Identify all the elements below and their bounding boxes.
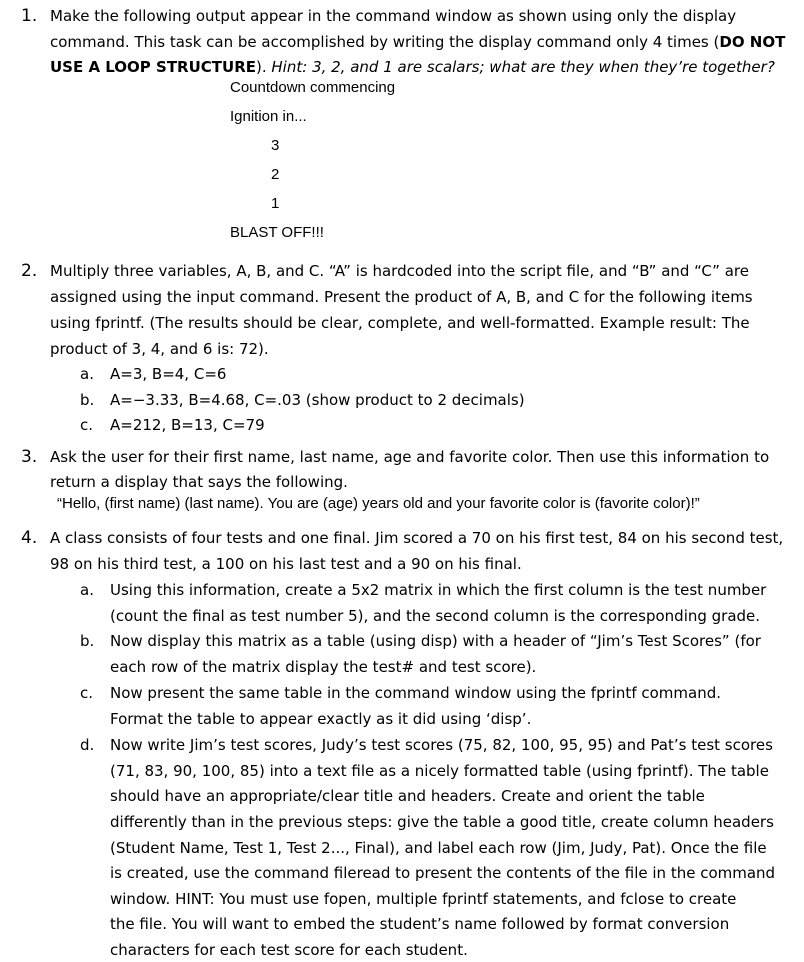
q2-line-3: using fprintf. (The results should be clear, complete, and well-formatted. Example result: The xyxy=(50,314,750,332)
q3-quote: “Hello, (first name) (last name). You are (age) years old and your favorite color is (favorite color)!” xyxy=(57,495,700,512)
q3-line-1: Ask the user for their first name, last name, age and favorite color. Then use this information to xyxy=(50,448,770,466)
q4-item-d-line-2: (71, 83, 90, 100, 85) into a text file as a nicely formatted table (using fprintf). The table xyxy=(110,762,769,780)
q1-line-3 xyxy=(50,57,775,77)
question-2-number: 2. xyxy=(21,261,38,281)
q4-item-c-line-2: Format the table to appear exactly as it did using ‘disp’. xyxy=(110,710,532,728)
q4-item-b-line-2: each row of the matrix display the test# and test score). xyxy=(110,658,537,676)
q4-item-d-letter: d. xyxy=(80,736,95,754)
q1-line-3-mid: ). xyxy=(256,58,272,76)
output-line-countdown: Countdown commencing xyxy=(230,79,396,96)
q2-item-b-letter: b. xyxy=(80,391,95,409)
q2-item-a-letter: a. xyxy=(80,365,94,383)
output-line-3: 3 xyxy=(271,137,280,154)
q1-do-not: DO NOT xyxy=(719,33,786,51)
q4-item-b-line-1: Now display this matrix as a table (using disp) with a header of “Jim’s Test Scores” (for xyxy=(110,632,761,650)
output-line-2: 2 xyxy=(271,166,280,183)
q4-item-d-line-4: differently than in the previous steps: give the table a good title, create column headers xyxy=(110,813,774,831)
q1-no-loop: USE A LOOP STRUCTURE xyxy=(50,58,257,76)
q2-line-1: Multiply three variables, A, B, and C. “A” is hardcoded into the script file, and “B” and “C” are xyxy=(50,262,749,280)
output-line-ignition: Ignition in... xyxy=(230,108,307,125)
q4-item-d-line-8: the file. You will want to embed the student’s name followed by format conversion xyxy=(110,915,730,933)
q4-item-d-line-3: should have an appropriate/clear title and headers. Create and orient the table xyxy=(110,787,705,805)
q1-line-2 xyxy=(50,32,785,52)
q4-item-b-letter: b. xyxy=(80,632,95,650)
q2-line-2: assigned using the input command. Present the product of A, B, and C for the following items xyxy=(50,288,753,306)
q4-item-d-line-9: characters for each test score for each student. xyxy=(110,941,468,959)
question-3-number: 3. xyxy=(21,447,38,467)
q4-line-1: A class consists of four tests and one final. Jim scored a 70 on his first test, 84 on his second test, xyxy=(50,529,784,547)
question-1-number: 1. xyxy=(21,6,38,26)
question-4-number: 4. xyxy=(21,528,38,548)
q1-line-2-text: command. This task can be accomplished by writing the display command only 4 times ( xyxy=(50,33,720,51)
q4-item-d-line-1: Now write Jim’s test scores, Judy’s test scores (75, 82, 100, 95, 95) and Pat’s test scores xyxy=(110,736,773,754)
q4-item-d-line-7: window. HINT: You must use fopen, multiple fprintf statements, and fclose to create xyxy=(110,890,737,908)
q4-item-a-line-2: (count the final as test number 5), and the second column is the corresponding grade. xyxy=(110,607,761,625)
q4-item-c-letter: c. xyxy=(80,684,94,702)
q4-item-d-line-5: (Student Name, Test 1, Test 2..., Final), and label each row (Jim, Judy, Pat). Once the file xyxy=(110,839,767,857)
output-line-1: 1 xyxy=(271,195,280,212)
output-line-blast-off: BLAST OFF!!! xyxy=(230,224,324,241)
q2-line-4: product of 3, 4, and 6 is: 72). xyxy=(50,340,269,358)
q4-line-2: 98 on his third test, a 100 on his last test and a 90 on his final. xyxy=(50,555,522,573)
q3-line-2: return a display that says the following. xyxy=(50,473,348,491)
q4-item-c-line-1: Now present the same table in the command window using the fprintf command. xyxy=(110,684,722,702)
q4-item-a-line-1: Using this information, create a 5x2 matrix in which the first column is the test number xyxy=(110,581,767,599)
q4-item-d-line-6: is created, use the command fileread to present the contents of the file in the command xyxy=(110,864,776,882)
q4-item-a-letter: a. xyxy=(80,581,94,599)
q2-item-c: A=212, B=13, C=79 xyxy=(110,416,265,434)
q1-hint: Hint: 3, 2, and 1 are scalars; what are they when they’re together? xyxy=(271,58,775,76)
q2-item-a: A=3, B=4, C=6 xyxy=(110,365,227,383)
q2-item-c-letter: c. xyxy=(80,416,94,434)
q2-item-b: A=−3.33, B=4.68, C=.03 (show product to 2 decimals) xyxy=(110,391,525,409)
q1-line-1: Make the following output appear in the command window as shown using only the display xyxy=(50,7,737,25)
